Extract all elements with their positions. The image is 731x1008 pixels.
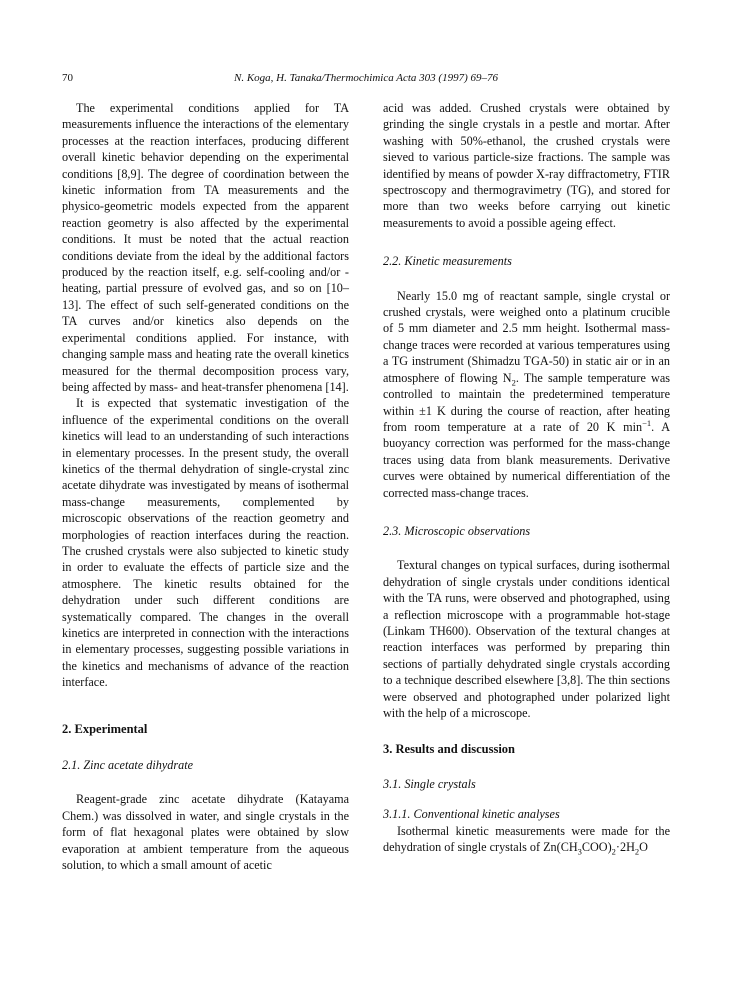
body-paragraph: Isothermal kinetic measurements were made for the dehydration of single crystals of $Zn(CH_3COO)_2\cdot 2H_2O$: [383, 823, 670, 857]
section-heading: 2. Experimental: [62, 721, 148, 736]
subsubsection-heading: 3.1.1. Conventional kinetic analyses: [383, 807, 560, 822]
body-paragraph: The experimental conditions applied for TA measurements influence the interactions of the elementary processes at the reaction interfaces, producing different overall kinetic behavior depending on the experimental conditions [8,9]. The degree of coordination between the kinetic information from TA measurements and the physico-geometric models expected from the apparent reaction geometry is also affected by the experimental conditions. It must be noted that the actual reaction conditions deviate from the ideal by the additional factors produced by the reaction itself, e.g. self-cooling and/or -heating, partial pressure of evolved gas, and so on [10–13]. The effect of such self-generated conditions on the TA curves and/or kinetics also depends on the experimental conditions applied. For instance, with changing sample mass and heating rate the overall kinetics measured for the thermal decomposition process vary, being affected by mass- and heat-transfer phenomena [14].: [62, 101, 349, 394]
subsection-heading: 2.1. Zinc acetate dihydrate: [62, 758, 193, 773]
running-header: [62, 70, 670, 86]
section-heading: 3. Results and discussion: [383, 742, 515, 757]
body-paragraph: acid was added. Crushed crystals were obtained by grinding the single crystals in a pestle and mortar. After washing with 50%-ethanol, the crushed crystals were sieved to various particle-size fractions. The sample was identified by means of powder X-ray diffractometry, FTIR spectroscopy and thermogravimetry (TG), and stored for more than two weeks before carrying out kinetic measurements to avoid a possible ageing effect.: [383, 101, 670, 230]
subsection-heading: 2.2. Kinetic measurements: [383, 254, 512, 269]
running-head: N. Koga, H. Tanaka/Thermochimica Acta 303 (1997) 69–76: [234, 72, 498, 84]
left-column: [62, 100, 349, 873]
right-column: [383, 100, 670, 855]
subsection-heading: 2.3. Microscopic observations: [383, 523, 531, 538]
subsection-heading: 3.1. Single crystals: [383, 776, 476, 791]
body-paragraph: Reagent-grade zinc acetate dihydrate (Katayama Chem.) was dissolved in water, and single crystals in the form of flat hexagonal plates were obtained by slow evaporation at ambient temperature from the aqueous solution, to which a small amount of acetic: [62, 792, 349, 873]
page-number: 70: [62, 72, 73, 84]
body-paragraph: Textural changes on typical surfaces, during isothermal dehydration of single crystals under conditions identical with the TA runs, were observed and photographed, using a reflection microscope with a programmable hot-stage (Linkam TH600). Observation of the textural changes at reaction interfaces was performed by preparing thin sections of partially dehydrated single crystals according to a technique described elsewhere [3,8]. The thin sections were observed and photographed under polarized light with the help of a microscope.: [383, 558, 670, 720]
body-paragraph: It is expected that systematic investigation of the influence of the experimental conditions on the overall kinetics will lead to an understanding of such interactions in elementary processes. In the present study, the overall kinetics of the thermal dehydration of single-crystal zinc acetate dihydrate was investigated by means of isothermal mass-change measurements, complemented by microscopic observations of the reaction geometry and morphologies of reaction interfaces during the reaction. The crushed crystals were also subjected to kinetic study in order to evaluate the effects of particle size and the atmosphere. The kinetic results obtained for the dehydration under such different conditions are systematically compared. The changes in the overall kinetics are interpreted in connection with the interactions in elementary processes, suggesting possible variations in the kinetics and mechanisms of advance of the reaction interface.: [62, 396, 349, 690]
body-paragraph: Nearly 15.0 mg of reactant sample, single crystal or crushed crystals, were weighed onto a platinum crucible of 5 mm diameter and 2.5 mm height. Isothermal mass-change traces were recorded at various temperatures using a TG instrument (Shimadzu TGA-50) in static air or in an atmosphere of flowing $N_2$. The sample temperature was controlled to maintain the predetermined temperature within ±1 K during the course of reaction, after heating from room temperature at a rate of 20 K $\min^{-1}$. A buoyancy correction was performed for the mass-change traces using data from blank measurements. Derivative curves were obtained by numerical differentiation of the corrected mass-change traces.: [383, 288, 671, 500]
